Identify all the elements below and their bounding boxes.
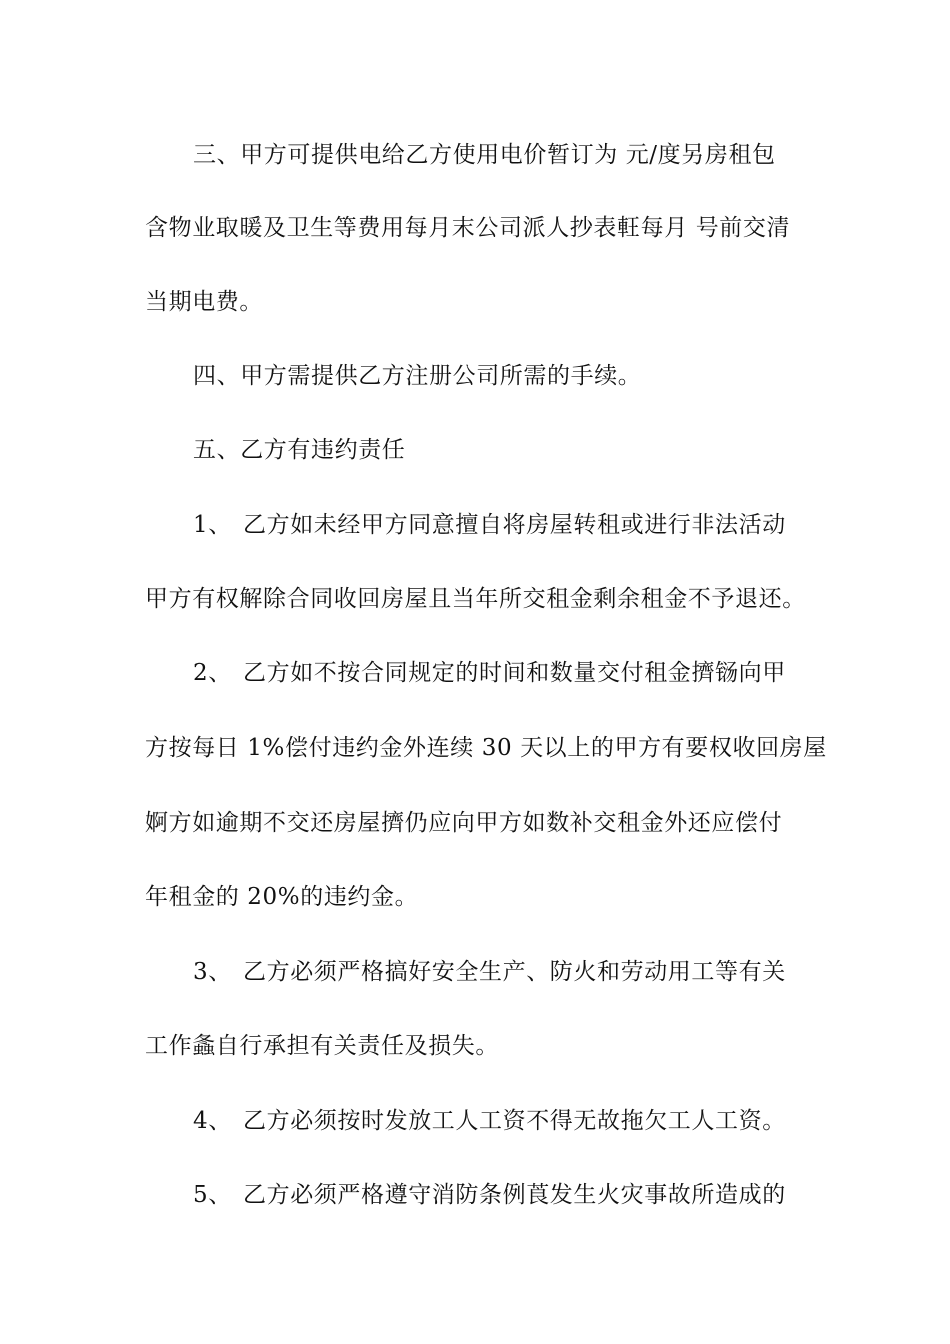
- clause-3-line-2: 含物业取暖及卫生等费用每月末公司派人抄表軖每月 号前交清: [145, 215, 791, 241]
- item-2-text: 乙方如不按合同规定的时间和数量交付租金擠铴向甲: [243, 660, 786, 686]
- item-3-line-1: [193, 957, 863, 987]
- item-number-4: 4、: [193, 1108, 232, 1134]
- item-5-line-1: [193, 1180, 863, 1210]
- item-number-2: 2、: [193, 660, 232, 686]
- item-4-text: 乙方必须按时发放工人工资不得无故拖欠工人工资。: [243, 1108, 786, 1134]
- item-2-line-4: 年租金的 20%的违约金。: [145, 884, 419, 910]
- item-5-text: 乙方必须严格遵守消防条例莨发生火灾事故所造成的: [243, 1182, 786, 1208]
- item-4-line-1: [193, 1106, 863, 1136]
- clause-5-heading: 五、乙方有违约责任: [193, 437, 406, 463]
- item-3-line-2: 工作螽自行承担有关责任及损失。: [145, 1033, 499, 1059]
- item-3-text: 乙方必须严格搞好安全生产、防火和劳动用工等有关: [243, 959, 786, 985]
- clause-4-line: 四、甲方需提供乙方注册公司所需的手续。: [193, 363, 642, 389]
- item-number-5: 5、: [193, 1182, 232, 1208]
- item-1-line-1: [193, 510, 863, 540]
- item-2-line-3: 婀方如逾期不交还房屋擠仍应向甲方如数补交租金外还应偿付: [145, 810, 783, 836]
- item-2-line-2: 方按每日 1%偿付违约金外连续 30 天以上的甲方有要权收回房屋: [145, 735, 827, 761]
- item-2-line-1: [193, 658, 863, 688]
- item-1-text: 乙方如未经甲方同意擅自将房屋转租或进行非法活动: [243, 512, 786, 538]
- clause-3-line-1: 三、甲方可提供电给乙方使用电价暂订为 元/度另房租包: [193, 142, 776, 168]
- clause-3-line-3: 当期电费。: [145, 289, 263, 315]
- item-number-1: 1、: [193, 512, 232, 538]
- item-1-line-2: 甲方有权解除合同收回房屋且当年所交租金剩余租金不予退还。: [145, 586, 806, 612]
- item-number-3: 3、: [193, 959, 232, 985]
